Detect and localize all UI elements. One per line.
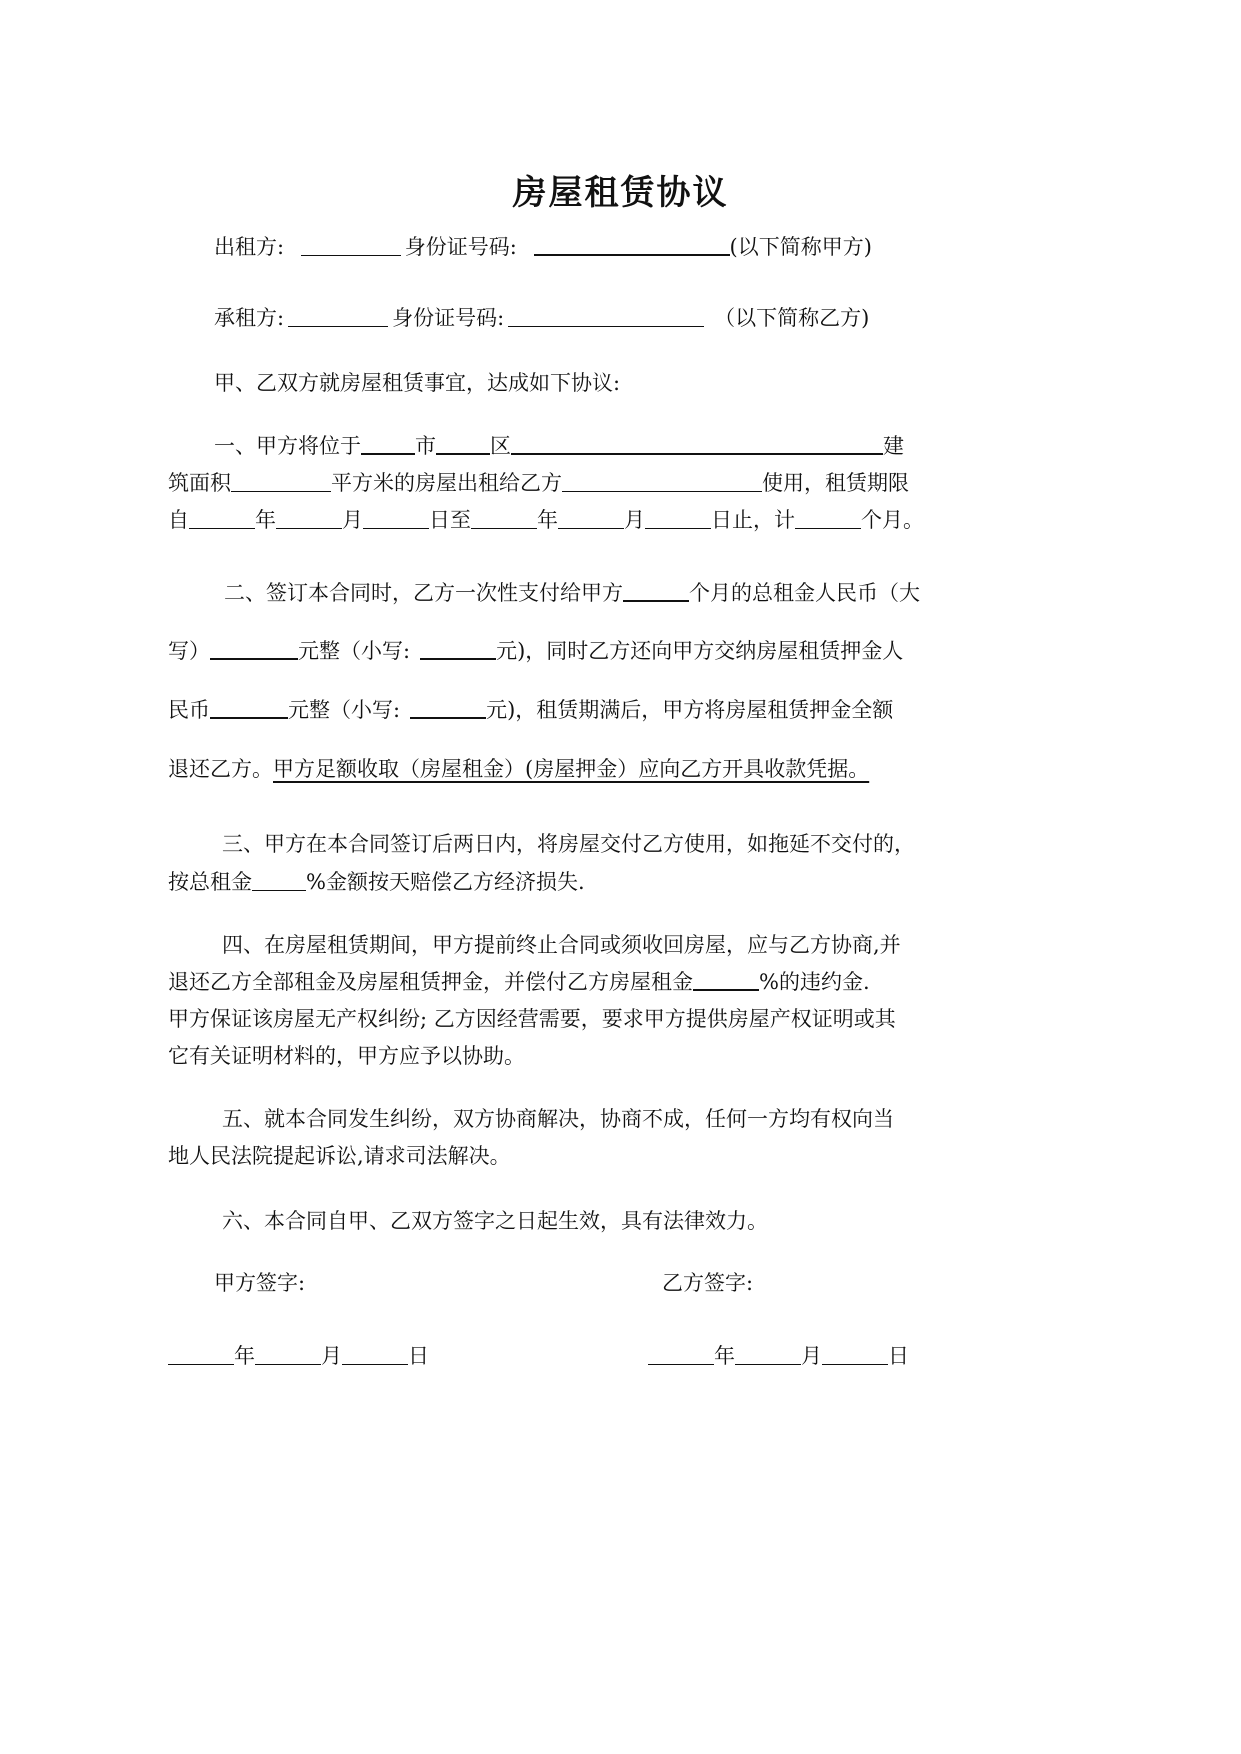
- lessee-suffix: （以下简称乙方): [714, 306, 870, 330]
- clause-4-text: %的违约金.: [759, 970, 870, 994]
- clause-3-line-1: 三、甲方在本合同签订后两日内，将房屋交付乙方使用，如拖延不交付的，: [222, 832, 915, 856]
- clause-5-line-1: 五、就本合同发生纠纷，双方协商解决，协商不成，任何一方均有权向当: [222, 1107, 894, 1131]
- lessor-suffix: (以下简称甲方): [729, 235, 872, 259]
- party-b-month-blank: [735, 1342, 801, 1365]
- party-b-day-blank: [822, 1342, 888, 1365]
- clause-4-line-3: 甲方保证该房屋无产权纠纷; 乙方因经营需要，要求甲方提供房屋产权证明或其: [168, 1007, 896, 1031]
- month-label: 月: [624, 508, 645, 532]
- day-label: 日: [408, 1344, 429, 1368]
- clause-2-line-4: [168, 754, 869, 784]
- lessor-name-blank: [301, 233, 401, 256]
- end-day-blank: [645, 506, 711, 529]
- clause-3-line-2: [168, 867, 585, 897]
- clause-2-line-3: [168, 695, 893, 725]
- area-blank: [231, 469, 331, 492]
- clause-3-text: %金额按天赔偿乙方经济损失.: [306, 870, 585, 894]
- month-count-blank: [795, 506, 861, 529]
- clause-5-line-2: 地人民法院提起诉讼,请求司法解决。: [168, 1144, 511, 1168]
- lessor-id-label: 身份证号码:: [404, 235, 517, 259]
- month-label: 月: [321, 1344, 342, 1368]
- lessee-name-blank: [288, 304, 388, 327]
- end-year-blank: [471, 506, 537, 529]
- lessor-line: [214, 232, 872, 262]
- clause-2-text: 元整（小写:: [298, 639, 411, 663]
- clause-1-line-1: [214, 431, 904, 461]
- district-label: 区: [490, 434, 511, 458]
- party-a-year-blank: [168, 1342, 234, 1365]
- clause-1-text: 筑面积: [168, 471, 231, 495]
- party-a-date: [168, 1341, 429, 1371]
- deposit-lower-blank: [410, 695, 486, 719]
- clause-2-text: 民币: [168, 698, 210, 722]
- rent-lower-blank: [420, 636, 496, 660]
- clause-1-text: 平方米的房屋出租给乙方: [331, 471, 562, 495]
- month-label: 月: [342, 508, 363, 532]
- clause-4-line-4: 它有关证明材料的，甲方应予以协助。: [168, 1044, 525, 1068]
- year-label: 年: [234, 1344, 255, 1368]
- penalty-percent-blank: [252, 868, 306, 891]
- address-blank: [511, 431, 883, 455]
- lessee-line: [214, 303, 869, 333]
- party-a-signature-label: 甲方签字:: [214, 1271, 306, 1295]
- clause-2-text: 个月的总租金人民币（大: [689, 581, 920, 605]
- lessee-label: 承租方:: [214, 306, 285, 330]
- city-label: 市: [415, 434, 436, 458]
- lessee-id-blank: [508, 304, 704, 327]
- end-month-blank: [558, 506, 624, 529]
- intro-text: 甲、乙双方就房屋租赁事宜，达成如下协议:: [214, 371, 621, 395]
- party-b-date: [648, 1341, 909, 1371]
- clause-2-line-2: [168, 636, 903, 666]
- clause-1-line-2: [168, 468, 909, 498]
- start-month-blank: [276, 506, 342, 529]
- clause-2-text: 元整（小写:: [288, 698, 401, 722]
- clause-1-text: 个月。: [861, 508, 924, 532]
- clause-1-line-3: [168, 505, 924, 535]
- clause-2-line-1: [224, 578, 920, 608]
- clause-6: 六、本合同自甲、乙双方签字之日起生效，具有法律效力。: [222, 1209, 768, 1233]
- city-blank: [361, 431, 415, 455]
- document-title: 房屋租赁协议: [512, 173, 729, 213]
- lessor-id-blank: [534, 232, 730, 256]
- party-b-signature-label: 乙方签字:: [662, 1271, 754, 1295]
- clause-1-text: 日止，计: [711, 508, 795, 532]
- clause-1-text: 建: [883, 434, 904, 458]
- party-b-year-blank: [648, 1342, 714, 1365]
- clause-1-text: 使用，租赁期限: [762, 471, 909, 495]
- clause-3-text: 按总租金: [168, 870, 252, 894]
- day-label: 日: [888, 1344, 909, 1368]
- clause-1-text: 一、甲方将位于: [214, 434, 361, 458]
- clause-4-line-1: 四、在房屋租赁期间，甲方提前终止合同或须收回房屋，应与乙方协商,并: [222, 933, 901, 957]
- month-label: 月: [801, 1344, 822, 1368]
- lessee-id-label: 身份证号码:: [392, 306, 505, 330]
- start-year-blank: [189, 506, 255, 529]
- clause-2-text: 写）: [168, 639, 210, 663]
- party-a-month-blank: [255, 1342, 321, 1365]
- clause-4-line-2: [168, 967, 870, 997]
- breach-percent-blank: [693, 967, 759, 991]
- usage-blank: [562, 469, 762, 492]
- clause-2-text: 元)，租赁期满后，甲方将房屋租赁押金全额: [486, 698, 894, 722]
- clause-2-text: 二、签订本合同时，乙方一次性支付给甲方: [224, 581, 623, 605]
- clause-2-text: 退还乙方。: [168, 757, 273, 781]
- year-label: 年: [537, 508, 558, 532]
- start-day-blank: [363, 506, 429, 529]
- receipt-clause: 甲方足额收取（房屋租金）(房屋押金）应向乙方开具收款凭据。: [273, 757, 870, 781]
- year-label: 年: [714, 1344, 735, 1368]
- party-a-day-blank: [342, 1342, 408, 1365]
- clause-1-text: 自: [168, 508, 189, 532]
- district-blank: [436, 431, 490, 455]
- deposit-upper-blank: [210, 695, 288, 719]
- prepaid-months-blank: [623, 578, 689, 602]
- clause-4-text: 退还乙方全部租金及房屋租赁押金，并偿付乙方房屋租金: [168, 970, 693, 994]
- clause-2-text: 元)，同时乙方还向甲方交纳房屋租赁押金人: [496, 639, 904, 663]
- clause-1-text: 日至: [429, 508, 471, 532]
- rent-upper-blank: [210, 636, 298, 660]
- lessor-label: 出租方:: [214, 235, 285, 259]
- year-label: 年: [255, 508, 276, 532]
